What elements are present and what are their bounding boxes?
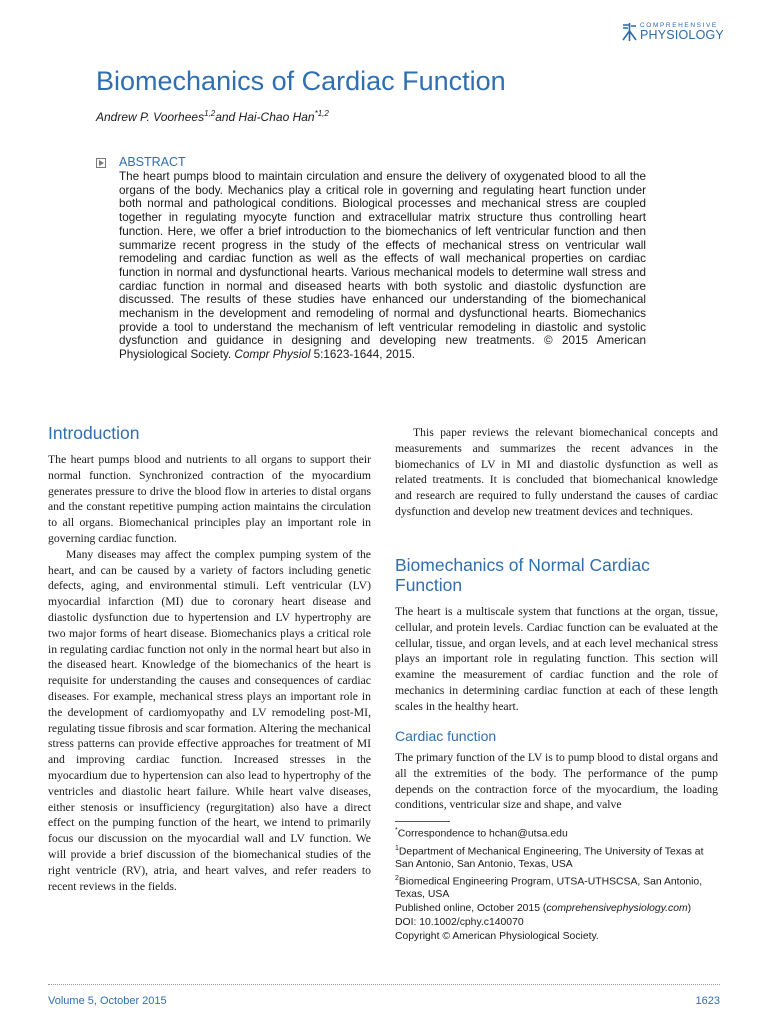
footnote-doi[interactable]: DOI: 10.1002/cphy.c140070	[395, 917, 524, 929]
footnote-published-end: )	[687, 902, 692, 914]
abstract-text: The heart pumps blood to maintain circulation and ensure the delivery of oxygenated blood to all the organs of the body. Mechanics play a critical role in governing and regulating heart function under both normal and pathological conditions. Biological processes and mechanical stress are coupled together in regulating myocyte function and extracellular matrix structure thus controlling heart function. Here, we offer a brief introduction to the biomechanics of left ventricular function and then summarize recent progress in the study of the effects of mechanical stress on ventricular wall remodeling and cardiac function as well as the effects of wall mechanical properties on cardiac function in normal and dysfunctional hearts. Various mechanical models to determine wall stress and cardiac function in normal and diseased hearts with both systolic and diastolic dysfunction are discussed. The results of these studies have enhanced our understanding of the biomechanical mechanism in the development and remodeling of normal and dysfunctional hearts. Biomechanics provide a tool to understand the mechanism of left ventricular remodeling in diastolic and systolic dysfunction and guidance in designing and developing new treatments. © 2015 American Physiological Society.	[119, 170, 646, 362]
footnote-published	[395, 903, 718, 915]
journal-logo	[622, 22, 722, 44]
journal-logo-main: PHYSIOLOGY	[640, 28, 724, 42]
journal-logo-top: COMPREHENSIVE	[640, 22, 718, 29]
cardiac-function-heading: Cardiac function	[395, 728, 497, 744]
abstract-citation-details: 5:1623-1644, 2015.	[313, 348, 416, 362]
biomechanics-section-heading: Biomechanics of Normal Cardiac Function	[395, 555, 650, 595]
footnote-affiliation-2	[395, 873, 718, 901]
biomechanics-section-paragraph: The heart is a multiscale system that functions at the organ, tissue, cellular, and protein levels. Cardiac function can be evaluated at the cellular, tissue, and organ levels, and at each level mechanical stress plays an important role in regulating function. This section will examine the measurement of cardiac function and the role of mechanics in determining cardiac function at each of these length scales in the healthy heart.	[395, 605, 718, 713]
footnote-divider	[395, 821, 450, 822]
footnote-correspondence-text: Correspondence to hchan@utsa.edu	[397, 828, 568, 840]
author-2-affiliation: *1,2	[314, 109, 329, 118]
abstract-play-icon[interactable]	[96, 158, 106, 168]
footnote-published-link[interactable]: comprehensivephysiology.com	[546, 902, 688, 914]
journal-logo-icon	[622, 23, 637, 41]
abstract-heading: ABSTRACT	[119, 155, 186, 169]
footnote-copyright: Copyright © American Physiological Society.	[395, 931, 599, 943]
footnote-affiliation-2-mark: 2	[395, 874, 399, 882]
footnote-published-text: Published online, October 2015 (	[395, 902, 547, 914]
introduction-body	[48, 452, 371, 894]
footnotes	[395, 825, 718, 946]
introduction-paragraph-2: Many diseases may affect the complex pumping system of the heart, and can be caused by a variety of factors including genetic defects, aging, and environmental stimuli. Left ventricular (LV) myocardial infarction (MI) due to coronary heart disease and diastolic dysfunction due to hypertension and LV hypertrophy are two major forms of heart disease. Biomechanics plays a critical role in regulating cardiac function not only in the normal heart but also in the diseased heart. Knowledge of the biomechanics of the heart is requisite for understanding the causes and consequences of cardiac diseases. For example, mechanical stress plays an important role in the development of cardiomyopathy and LV remodeling post-MI, regulating tissue fibrosis and scar formation. Altering the mechanical stress patterns can provide effective approaches for treatment of MI and improving cardiac function. Increased stresses in the myocardium due to hypertension can also lead to hypertrophy of the ventricles and diastolic heart failure. While heart valve diseases, either stenosis or insufficiency (regurgitation) also have a direct effect on the pumping function of the heart, we intend to primarily focus our discussion on the myocardial wall and LV function. We will provide a brief discussion of the biomechanical studies of the right ventricle (RV), atria, and heart valves, and refer readers to recent reviews in the fields.	[48, 547, 371, 893]
footnote-affiliation-1	[395, 843, 718, 871]
footnote-affiliation-1-mark: 1	[395, 844, 399, 852]
footnote-correspondence-mark: *	[395, 827, 398, 834]
footer-divider	[48, 984, 720, 985]
footer-volume: Volume 5, October 2015	[48, 995, 167, 1007]
article-title: Biomechanics of Cardiac Function	[96, 66, 506, 96]
author-1: Andrew P. Voorhees	[96, 110, 205, 124]
footer-page-number: 1623	[695, 995, 720, 1007]
author-2: and Hai-Chao Han	[215, 110, 315, 124]
article-authors	[96, 109, 329, 124]
abstract-body	[119, 170, 646, 362]
abstract-citation-journal: Compr Physiol	[234, 348, 311, 362]
author-1-affiliation: 1,2	[204, 109, 216, 118]
introduction-heading: Introduction	[48, 423, 140, 443]
footnote-correspondence	[395, 825, 718, 841]
introduction-paragraph-1: The heart pumps blood and nutrients to all organs to support their normal function. Synchronized contraction of the myocardium generates pressure to drive the blood flow in arteries to distal organs and the constant repetitive pumping action maintains the circulation to all organs. Biomechanical principles play an important role in governing cardiac function.	[48, 453, 371, 545]
footnote-affiliation-2-text: Biomedical Engineering Program, UTSA-UTHSCSA, San Antonio, Texas, USA	[395, 876, 703, 900]
cardiac-function-paragraph: The primary function of the LV is to pump blood to distal organs and all the extremities of the body. The performance of the pump depends on the contraction force of the myocardium, the loading conditions, ventricular size and shape, and valve	[395, 751, 718, 812]
review-summary-paragraph: This paper reviews the relevant biomechanical concepts and measurements and summarizes the recent advances in the biomechanics of LV in MI and diastolic dysfunction as well as related treatments. It is concluded that biomechanical knowledge and research are required to fully understand the causes of cardiac dysfunction and develop new treatment devices and techniques.	[395, 426, 718, 518]
footnote-affiliation-1-text: Department of Mechanical Engineering, The University of Texas at San Antonio, San Antonio, Texas, USA	[395, 846, 704, 870]
